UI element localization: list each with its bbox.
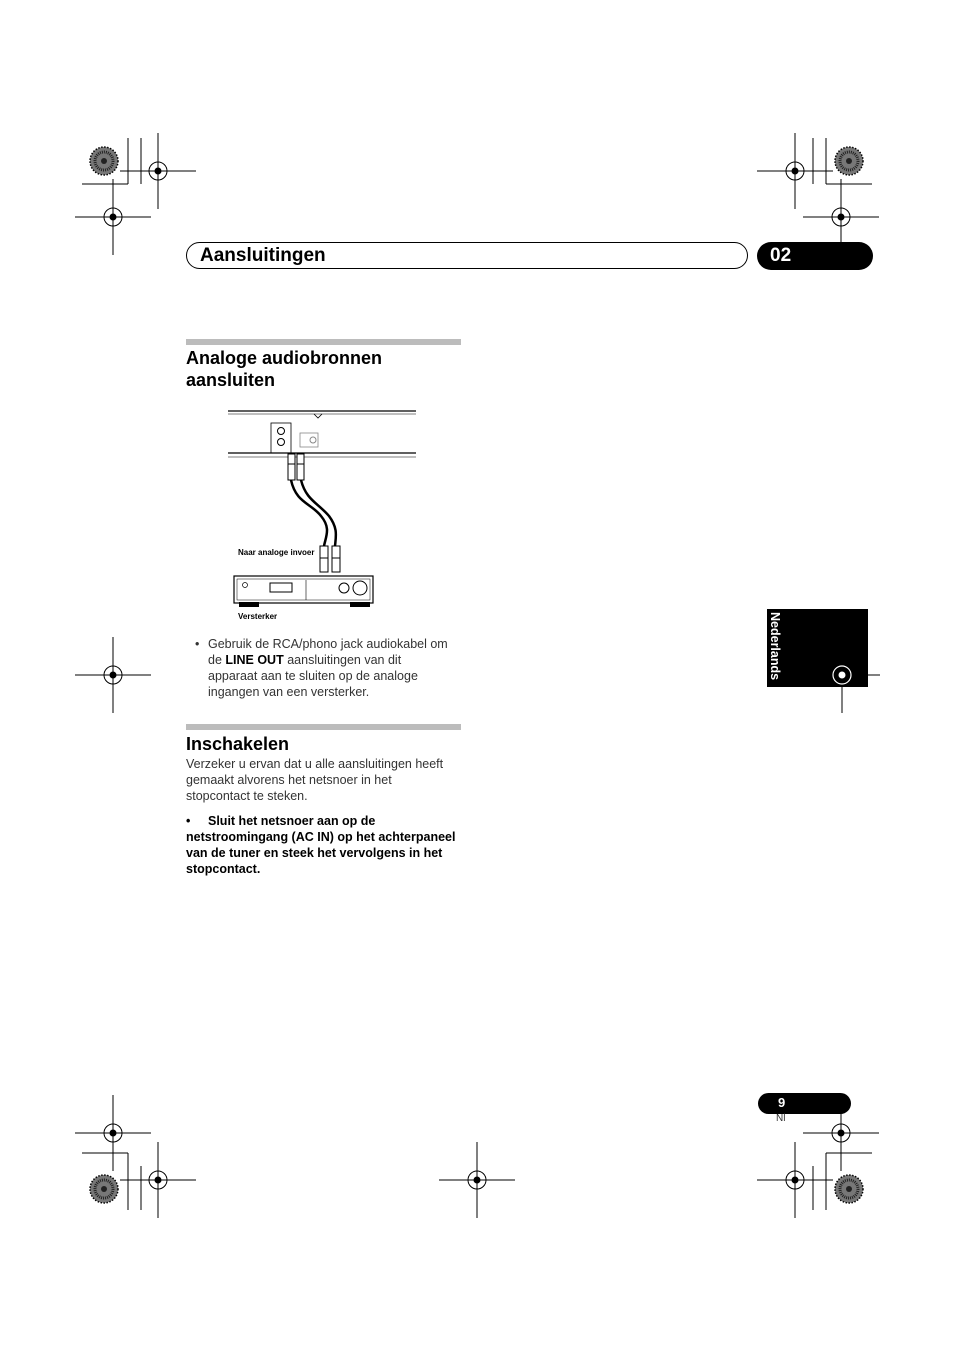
language-tab-label: Nederlands: [768, 612, 782, 681]
bullet-paragraph: Gebruik de RCA/phono jack audiokabel om de LINE OUT aansluitingen van dit apparaat aan te sluiten op de analoge ingangen van een versterker.: [208, 637, 448, 699]
chapter-number: 02: [770, 245, 792, 266]
page-language-code: Nl: [776, 1113, 786, 1124]
label-analog-input: Naar analoge invoer: [238, 548, 315, 557]
bullet-marker: •: [186, 814, 191, 828]
chapter-title: Aansluitingen: [200, 245, 326, 266]
bullet-marker: •: [195, 637, 200, 651]
registration-mark-icon: [830, 663, 854, 687]
page-number: 9: [778, 1095, 786, 1110]
power-instruction: Sluit het netsnoer aan op de netstroomingang (AC IN) op het achterpaneel van de tuner en steek het vervolgens in het stopcontact.: [186, 814, 456, 876]
label-amplifier: Versterker: [238, 612, 278, 621]
power-paragraph: Verzeker u ervan dat u alle aansluitingen heeft gemaakt alvorens het netsnoer in het stopcontact te steken.: [186, 757, 444, 803]
connection-diagram: [226, 408, 422, 623]
section-divider: [186, 724, 461, 730]
page-number-badge: [758, 1093, 851, 1114]
line-out-term: LINE OUT: [225, 653, 284, 667]
section-heading-power: Inschakelen: [186, 734, 290, 754]
section-divider: [186, 339, 461, 345]
section-heading-analog: Analoge audiobronnen aansluiten: [186, 348, 382, 390]
